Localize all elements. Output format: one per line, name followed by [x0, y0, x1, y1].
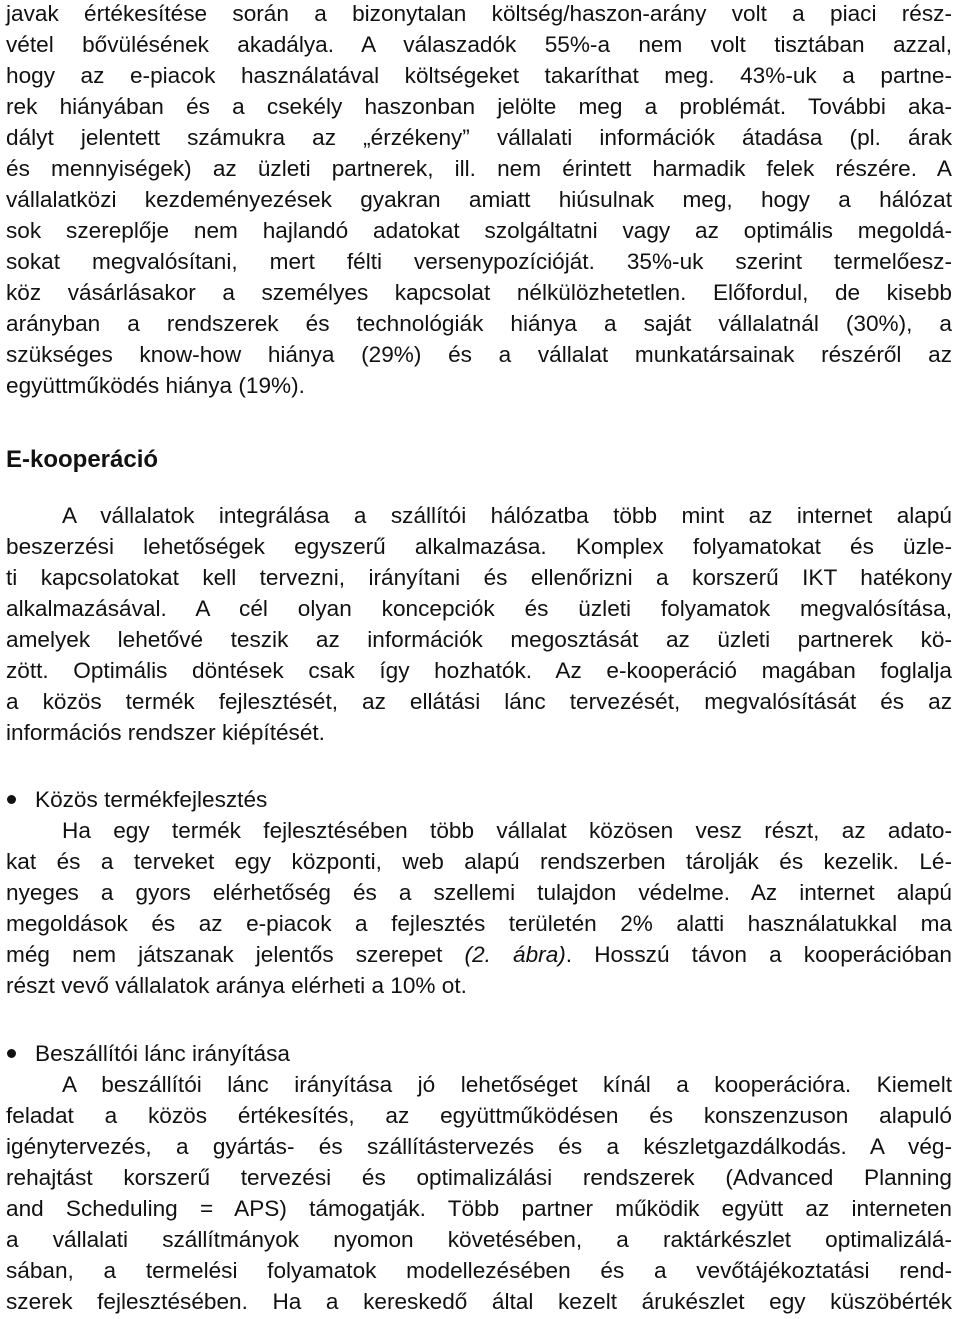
text-line: sokat megvalósítani, mert félti versenypozícióját. 35%-uk szerint termelőesz-: [6, 249, 952, 274]
text-line: nyeges a gyors elérhetőség és a szellemi tulajdon védelme. Az internet alapú: [6, 880, 952, 905]
text-line: rek hiányában és a csekély haszonban jelölte meg a problémát. További aka-: [6, 94, 952, 119]
text-line: sában, a termelési folyamatok modellezésében és a vevőtájékoztatási rend-: [6, 1258, 952, 1283]
text-line: rehajtást korszerű tervezési és optimalizálási rendszerek (Advanced Planning: [6, 1165, 952, 1190]
figure-reference: (2. ábra): [464, 942, 566, 967]
text-line: szerek fejlesztésében. Ha a kereskedő által kezelt árukészlet egy küszöbérték: [6, 1289, 952, 1314]
text-line: együttműködés hiánya (19%).: [6, 373, 305, 398]
bullet-title: Közös termékfejlesztés: [35, 787, 268, 812]
text-line: információs rendszer kiépítését.: [6, 720, 325, 745]
text-line: A vállalatok integrálása a szállítói hálózatba több mint az internet alapú: [62, 503, 952, 528]
text-line: and Scheduling = APS) támogatják. Több partner működik együtt az interneten: [6, 1196, 952, 1221]
text-line: zött. Optimális döntések csak így hozhatók. Az e-kooperáció magában foglalja: [6, 658, 952, 683]
text-line: kat és a terveket egy központi, web alapú rendszerben tárolják és kezelik. Lé-: [6, 849, 952, 874]
text-line: ti kapcsolatokat kell tervezni, irányítani és ellenőrizni a korszerű IKT hatékony: [6, 565, 952, 590]
text-line: beszerzési lehetőségek egyszerű alkalmazása. Komplex folyamatokat és üzle-: [6, 534, 952, 559]
text-line: megoldások és az e-piacok a fejlesztés területén 2% alatti használatukkal ma: [6, 911, 952, 936]
text-line: hogy az e-piacok használatával költségeket takaríthat meg. 43%-uk a partne-: [6, 63, 952, 88]
text-line: vállalatközi kezdeményezések gyakran amiatt hiúsulnak meg, hogy a hálózat: [6, 187, 952, 212]
text-line: [6, 939, 952, 970]
text-line: Ha egy termék fejlesztésében több vállalat közösen vesz részt, az adato-: [62, 818, 952, 843]
text-line: javak értékesítése során a bizonytalan költség/haszon-arány volt a piaci rész-: [6, 1, 952, 26]
bullet-icon: [7, 795, 16, 804]
text-line: A beszállítói lánc irányítása jó lehetőséget kínál a kooperációra. Kiemelt: [62, 1072, 952, 1097]
bullet-title: Beszállítói lánc irányítása: [35, 1041, 290, 1066]
text-line: arányban a rendszerek és technológiák hiánya a saját vállalatnál (30%), a: [6, 311, 952, 336]
text-segment: még nem játszanak jelentős szerepet: [6, 942, 465, 967]
text-line: a közös termék fejlesztését, az ellátási lánc tervezését, megvalósítását és az: [6, 689, 952, 714]
text-line: szükséges know-how hiánya (29%) és a vállalat munkatársainak részéről az: [6, 342, 952, 367]
text-line: igénytervezés, a gyártás- és szállítástervezés és a készletgazdálkodás. A vég-: [6, 1134, 952, 1159]
text-line: amelyek lehetővé teszik az információk megosztását az üzleti partnerek kö-: [6, 627, 952, 652]
text-line: feladat a közös értékesítés, az együttműködésen és konszenzuson alapuló: [6, 1103, 952, 1128]
text-line: sok szereplője nem hajlandó adatokat szolgáltatni vagy az optimális megoldá-: [6, 218, 952, 243]
text-line: részt vevő vállalatok aránya elérheti a 10% ot.: [6, 973, 467, 998]
text-line: a vállalati szállítmányok nyomon követésében, a raktárkészlet optimalizálá-: [6, 1227, 952, 1252]
text-line: alkalmazásával. A cél olyan koncepciók és üzleti folyamatok megvalósítása,: [6, 596, 952, 621]
bullet-icon: [7, 1049, 16, 1058]
section-heading: E-kooperáció: [6, 446, 159, 473]
text-line: köz vásárlásakor a személyes kapcsolat nélkülözhetetlen. Előfordul, de kisebb: [6, 280, 952, 305]
text-segment: . Hosszú távon a kooperációban: [565, 942, 952, 967]
text-line: vétel bővülésének akadálya. A válaszadók 55%-a nem volt tisztában azzal,: [6, 32, 952, 57]
text-line: és mennyiségek) az üzleti partnerek, ill. nem érintett harmadik felek részére. A: [6, 156, 952, 181]
text-line: dályt jelentett számukra az „érzékeny” vállalati információk átadása (pl. árak: [6, 125, 952, 150]
